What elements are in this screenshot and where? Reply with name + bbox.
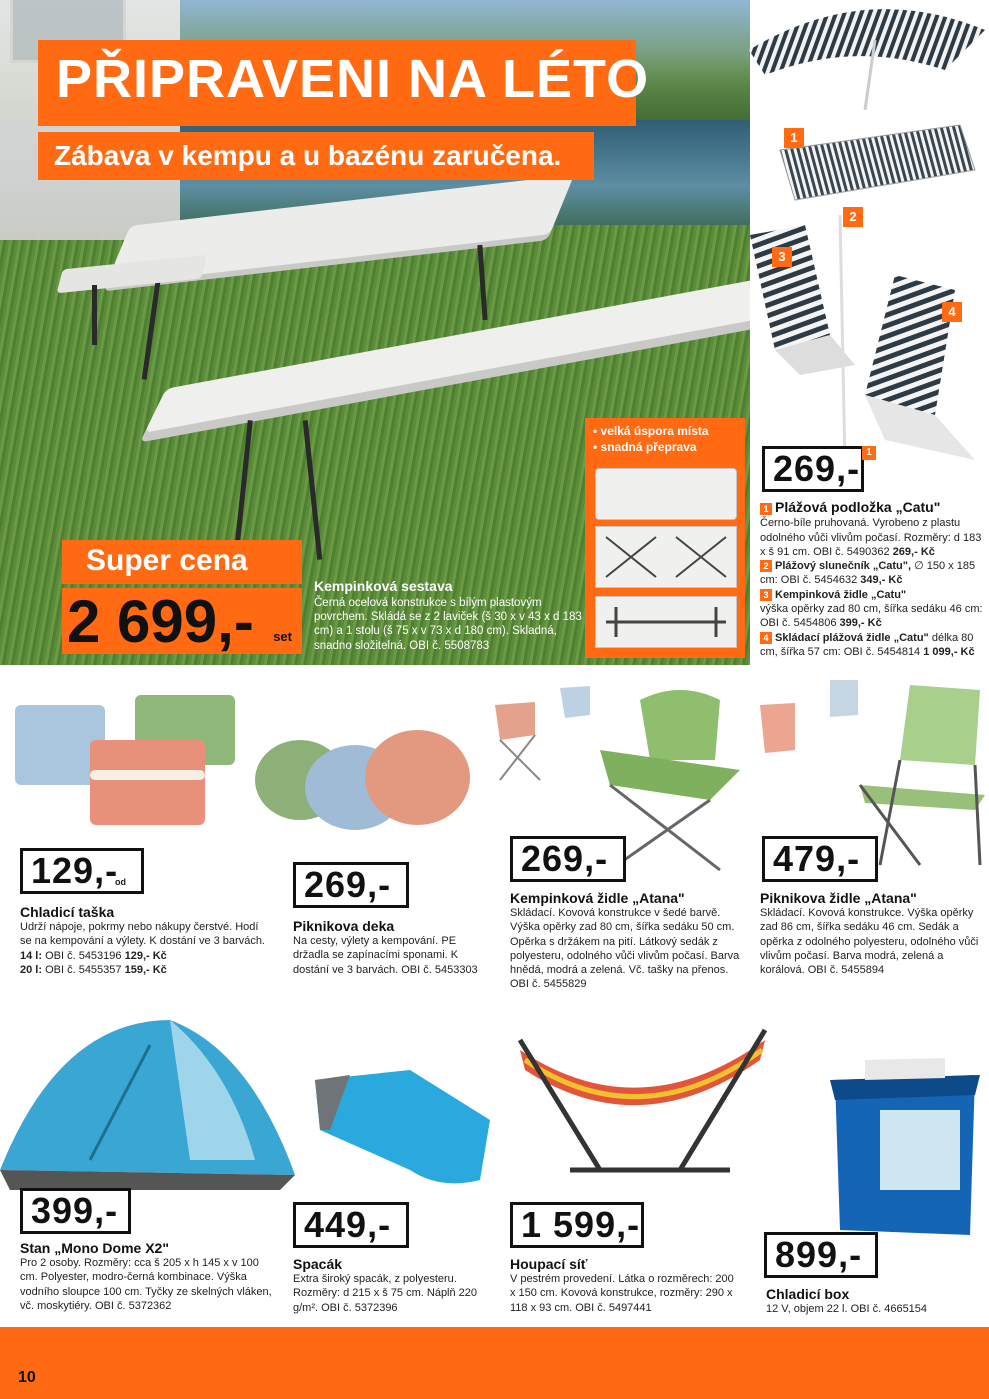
sleeping-bag-info	[293, 1256, 493, 1315]
hammock-price: 1 599,-	[521, 1204, 641, 1245]
item-number-2: 2	[843, 207, 863, 227]
item2-title: Plážový slunečník „Catu",	[775, 560, 912, 573]
camping-chair-price: 269,-	[521, 838, 609, 879]
camping-chair-price-tag	[510, 836, 626, 882]
picnic-chair-price: 479,-	[773, 838, 861, 879]
beach-price-tag	[762, 446, 864, 492]
sleeping-bag-price-tag	[293, 1202, 409, 1248]
super-cena-label	[62, 540, 302, 584]
inset-bullet-2: • snadná přeprava	[593, 440, 697, 454]
item-number-4: 4	[942, 302, 962, 322]
item4-title: Skládací plážová židle „Catu"	[775, 631, 929, 644]
cooler-bag-size-14: 14 l:	[20, 949, 43, 962]
item1-title: Plážová podložka „Catu"	[775, 499, 941, 515]
hammock-image	[510, 1020, 770, 1190]
sleeping-bag-desc: Extra široký spacák, z polyesteru. Rozměry: d 215 x š 75 cm. Náplň 220 g/m². OBI č. 5372396	[293, 1273, 478, 1314]
folded-table-closed	[595, 468, 737, 520]
folded-table-open	[595, 526, 737, 588]
super-price: 2 699,-	[67, 588, 254, 655]
item2-price: 349,- Kč	[860, 574, 903, 587]
hammock-price-tag	[510, 1202, 644, 1248]
list-badge-3: 3	[760, 589, 772, 601]
cooler-box-price-tag	[764, 1232, 878, 1278]
item-number-1: 1	[784, 128, 804, 148]
cooler-bag-price-14: 129,- Kč	[124, 949, 167, 962]
item3-price: 399,- Kč	[839, 617, 882, 630]
blanket-price: 269,-	[304, 864, 392, 905]
list-badge-2: 2	[760, 560, 772, 572]
folded-table-inset	[585, 418, 745, 658]
cooler-bag-price-20: 159,- Kč	[124, 963, 167, 976]
item1-desc: Černo-bíle pruhovaná. Vyrobeno z plastu odolného vůči vlivům počasí. Rozměry: d 183 x š 91 cm. OBI č. 5490362	[760, 517, 982, 558]
inset-bullet-1: • velká úspora místa	[593, 424, 709, 438]
sleeping-bag-image	[290, 1060, 500, 1200]
picnic-chair-price-tag	[762, 836, 878, 882]
item-number-3: 3	[772, 247, 792, 267]
item2-desc: ∅ 150 x 185 cm: OBI č. 5454632	[760, 560, 976, 587]
hero-product-title: Kempinková sestava	[314, 578, 453, 594]
umbrella-image	[745, 0, 989, 110]
tent-title: Stan „Mono Dome X2"	[20, 1240, 169, 1256]
folded-table-legs	[595, 596, 737, 648]
hero-product-info	[314, 578, 584, 653]
tent-image	[0, 1010, 300, 1190]
cooler-bag-obi-14: OBI č. 5453196	[45, 949, 122, 962]
camping-chair-info	[510, 890, 745, 992]
cooler-box-info	[766, 1286, 981, 1316]
tent-price-tag	[20, 1188, 131, 1234]
cooler-bags-image	[10, 680, 250, 840]
blanket-desc: Na cesty, výlety a kempování. PE držadla se zapínacími sponami. K dostání ve 3 barvách. OBI č. 5453303	[293, 935, 478, 976]
item1-price: 269,- Kč	[892, 545, 935, 558]
footer-bar	[0, 1327, 989, 1399]
cooler-box-price: 899,-	[775, 1234, 863, 1275]
subtitle-banner	[38, 132, 594, 180]
cooler-box-title: Chladicí box	[766, 1286, 850, 1302]
list-badge-4: 4	[760, 632, 772, 644]
blanket-price-tag	[293, 862, 409, 908]
tent-info	[20, 1240, 275, 1313]
cooler-box-image	[825, 1040, 985, 1240]
hammock-info	[510, 1256, 740, 1315]
cooler-bag-size-20: 20 l:	[20, 963, 43, 976]
page-title: PŘIPRAVENI NA LÉTO	[56, 49, 650, 109]
blankets-image	[255, 700, 475, 840]
beach-price-badge: 1	[862, 446, 876, 460]
blanket-title: Piknikova deka	[293, 918, 395, 934]
item3-desc: výška opěrky zad 80 cm, šířka sedáku 46 cm: OBI č. 5454806	[760, 603, 983, 630]
headline-banner	[38, 40, 650, 126]
tent-price: 399,-	[31, 1190, 119, 1231]
picnic-chair-desc: Skládací. Kovová konstrukce. Výška opěrky zad 86 cm, šířka sedáku 46 cm. Sedák a opěrka z odolného polyesteru, odolného vůči vlivům počasí. Barva modrá, zelená a korálová. OBI č. 5455894	[760, 907, 979, 977]
hero-product-desc: Černá ocelová konstrukce s bílým plastovým povrchem. Skládá se z 2 laviček (š 30 x v 43 x d 183 cm) a 1 stolu (š 75 x v 73 x d 180 cm). Skladná, snadno složitelná. OBI č. 5508783	[314, 596, 582, 652]
cooler-box-desc: 12 V, objem 22 l. OBI č. 4665154	[766, 1303, 928, 1315]
cooler-bag-price-suffix: od	[115, 877, 126, 887]
beach-price: 269,-	[773, 448, 861, 489]
super-cena-text: Super cena	[86, 544, 248, 577]
item3-title: Kempinková židle „Catu"	[775, 588, 907, 601]
super-price-unit: set	[273, 629, 292, 644]
hammock-desc: V pestrém provedení. Látka o rozměrech: 200 x 150 cm. Kovová konstrukce, rozměry: 290 x 118 x 93 cm. OBI č. 5497441	[510, 1273, 734, 1314]
blanket-info	[293, 918, 493, 977]
page-subtitle: Zábava v kempu a u bazénu zaručena.	[54, 140, 562, 171]
cooler-bag-price-tag	[20, 848, 144, 894]
cooler-bag-title: Chladicí taška	[20, 904, 115, 920]
item4-desc: délka 80 cm, šířka 57 cm: OBI č. 5454814	[760, 631, 974, 658]
sleeping-bag-price: 449,-	[304, 1204, 392, 1245]
picnic-chair-info	[760, 890, 985, 977]
cooler-bag-desc: Udrží nápoje, pokrmy nebo nákupy čerstvé. Hodí se na kempování a výlety. K dostání ve 3 barvách.	[20, 921, 265, 948]
item4-price: 1 099,- Kč	[923, 645, 975, 658]
beach-items-list	[760, 498, 985, 659]
cooler-bag-price: 129,-	[31, 850, 119, 891]
super-price-box	[62, 588, 302, 654]
list-badge-1: 1	[760, 503, 772, 515]
picnic-chair-title: Piknikova židle „Atana"	[760, 890, 917, 906]
camping-chair-desc: Skládací. Kovová konstrukce v šedé barvě. Výška opěrky zad 80 cm, šířka sedáku 50 cm. Opěrka s držákem na pití. Látkový sedák z polyesteru, odolného vůči vlivům počasí. Barva hnědá, modrá a zelená. Vč. tašky na přenos. OBI č. 5455829	[510, 907, 740, 991]
camping-chair-title: Kempinková židle „Atana"	[510, 890, 685, 906]
cooler-bag-obi-20: OBI č. 5455357	[45, 963, 122, 976]
tent-desc: Pro 2 osoby. Rozměry: cca š 205 x h 145 x v 100 cm. Polyester, modro-černá kombinace. Výška vodního sloupce 100 cm. Tyčky ze skelných vláken, vč. moskytiéry. OBI č. 5372362	[20, 1257, 272, 1312]
sleeping-bag-title: Spacák	[293, 1256, 343, 1272]
hammock-title: Houpací síť	[510, 1256, 588, 1272]
cooler-bag-info	[20, 904, 265, 977]
page-number: 10	[18, 1369, 36, 1386]
